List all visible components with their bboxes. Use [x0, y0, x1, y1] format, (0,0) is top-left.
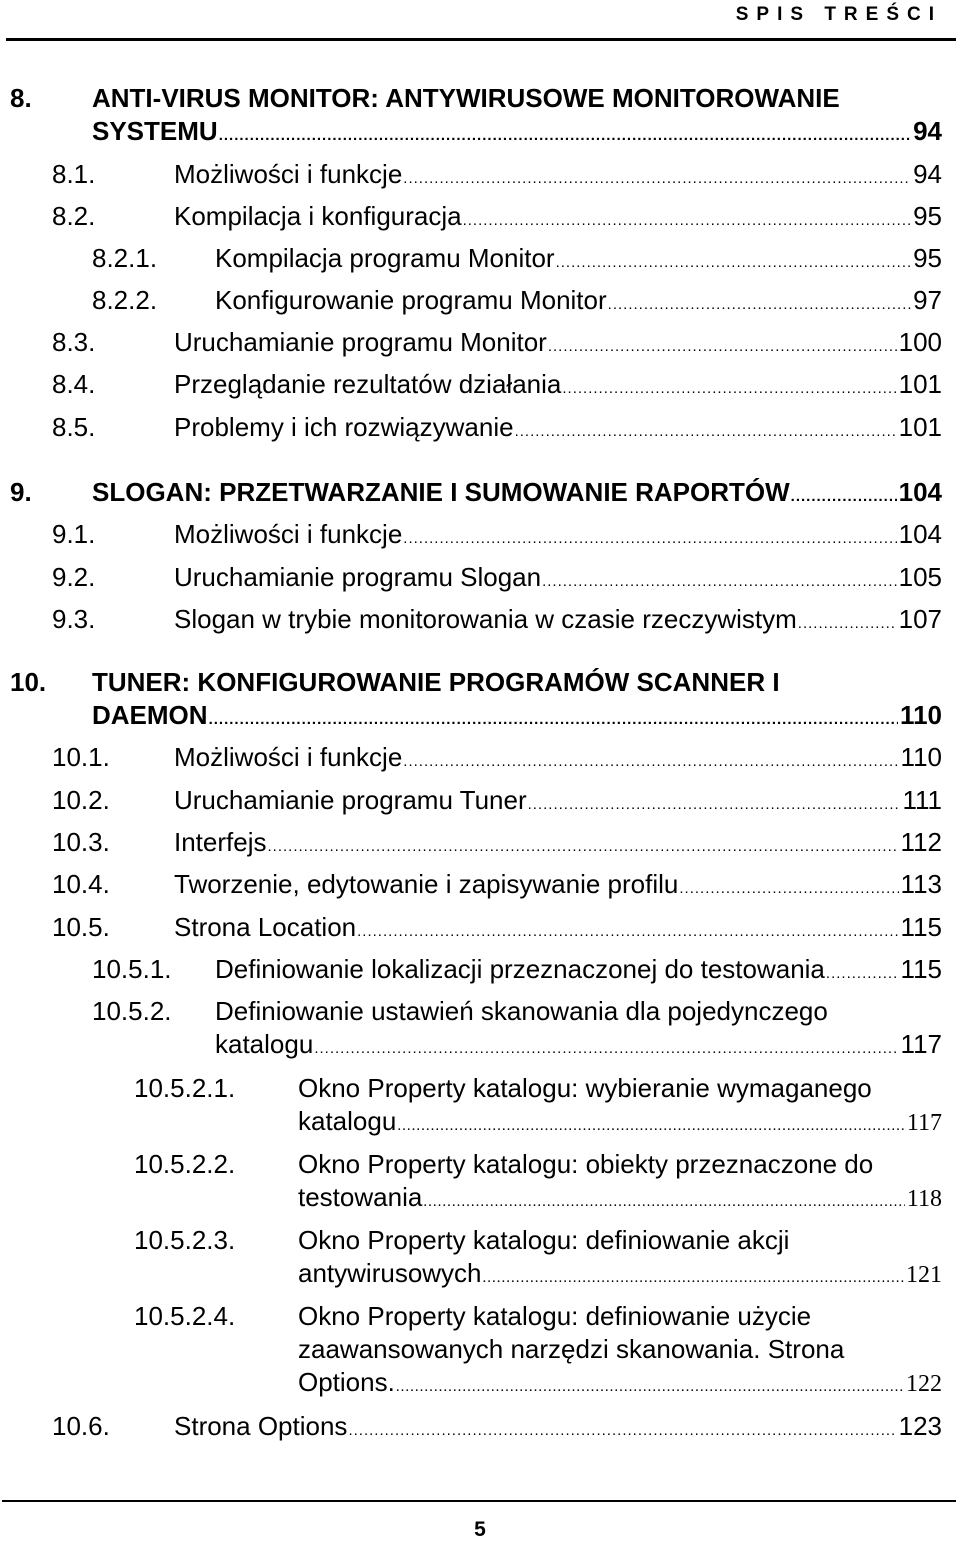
- dot-leader: [209, 703, 898, 736]
- dot-leader: [483, 1262, 904, 1295]
- toc-entry-title: Tworzenie, edytowanie i zapisywanie profilu: [174, 869, 679, 899]
- toc-entry-title: katalogu: [298, 1106, 397, 1136]
- toc-entry-number: 10.6.: [52, 1411, 110, 1441]
- dot-leader: [515, 415, 897, 448]
- toc-entry-page: 118: [906, 1186, 942, 1212]
- toc-entry-title: antywirusowych: [298, 1258, 482, 1288]
- toc-entry-number: 8.2.: [52, 201, 96, 231]
- toc-entry-title: Możliwości i funkcje: [174, 519, 403, 549]
- toc-entry-page: 117: [906, 1110, 942, 1136]
- toc-entry-number: 10.5.2.2.: [134, 1149, 236, 1179]
- toc-entry-page: 101: [898, 412, 942, 442]
- dot-leader: [268, 830, 899, 863]
- dot-leader: [548, 330, 897, 363]
- toc-entry-number: 8.2.2.: [92, 285, 158, 315]
- dot-leader: [608, 288, 911, 321]
- toc-entry-number: 10.4.: [52, 869, 110, 899]
- toc-entry-title: Kompilacja i konfiguracja: [174, 201, 462, 231]
- toc-entry-title: Uruchamianie programu Monitor: [174, 327, 547, 357]
- dot-leader: [542, 565, 897, 598]
- toc-entry-title: Możliwości i funkcje: [174, 742, 403, 772]
- toc-entry-title: TUNER: KONFIGUROWANIE PROGRAMÓW SCANNER I: [92, 667, 780, 697]
- toc-entry-number: 9.: [10, 477, 32, 507]
- toc-entry-page: 97: [913, 285, 942, 315]
- toc-entry-number: 10.2.: [52, 785, 110, 815]
- toc-entry-page: 115: [900, 912, 942, 942]
- toc-entry-page: 111: [902, 785, 942, 815]
- toc-entry-title: ANTI-VIRUS MONITOR: ANTYWIRUSOWE MONITOROWANIE: [92, 83, 840, 113]
- toc-entry-page: 110: [900, 700, 942, 730]
- dot-leader: [403, 162, 911, 195]
- toc-entry-page: 121: [906, 1262, 942, 1288]
- toc-entry-number: 10.1.: [52, 742, 110, 772]
- toc-entry-number: 8.4.: [52, 369, 96, 399]
- toc-entry-title: Konfigurowanie programu Monitor: [215, 285, 607, 315]
- page-number: 5: [474, 1518, 486, 1541]
- toc-entry-number: 9.2.: [52, 562, 96, 592]
- toc-entry-title: Strona Location: [174, 912, 357, 942]
- toc-entry-title: Okno Property katalogu: wybieranie wymaganego: [298, 1073, 872, 1103]
- toc-entry-page: 100: [898, 327, 942, 357]
- dot-leader: [219, 119, 911, 152]
- toc-entry-number: 8.2.1.: [92, 243, 158, 273]
- toc-entry-page: 95: [913, 243, 942, 273]
- toc-entry-number: 8.3.: [52, 327, 96, 357]
- dot-leader: [679, 872, 898, 905]
- dot-leader: [463, 204, 911, 237]
- toc-entry-number: 10.5.2.4.: [134, 1301, 236, 1331]
- toc-entry-page: 122: [906, 1371, 942, 1397]
- toc-entry-title: Okno Property katalogu: obiekty przeznaczone do: [298, 1149, 874, 1179]
- dot-leader: [397, 1110, 905, 1143]
- toc-entry-number: 10.5.1.: [92, 954, 172, 984]
- toc-entry-page: 104: [898, 519, 942, 549]
- toc-entry-title: SYSTEMU: [92, 116, 218, 146]
- toc-entry-title: zaawansowanych narzędzi skanowania. Strona: [298, 1334, 845, 1364]
- toc-entry-page: 94: [913, 116, 942, 146]
- toc-entry-page: 101: [898, 369, 942, 399]
- toc-entry-number: 10.5.2.3.: [134, 1225, 236, 1255]
- toc-entry-page: 105: [898, 562, 942, 592]
- toc-entry-title: Przeglądanie rezultatów działania: [174, 369, 562, 399]
- toc-entry-number: 8.1.: [52, 159, 96, 189]
- toc-entry-page: 113: [900, 869, 942, 899]
- dot-leader: [423, 1186, 905, 1219]
- toc-entry-title: Interfejs: [174, 827, 267, 857]
- toc-entry-page: 107: [898, 604, 942, 634]
- toc-entry-page: 117: [900, 1029, 942, 1059]
- toc-entry-title: SLOGAN: PRZETWARZANIE I SUMOWANIE RAPORTÓW: [92, 477, 790, 507]
- dot-leader: [562, 372, 896, 405]
- toc-entry-title: testowania: [298, 1182, 423, 1212]
- toc-entry-number: 10.5.2.1.: [134, 1073, 236, 1103]
- toc-entry-title: Możliwości i funkcje: [174, 159, 403, 189]
- toc-entry-title: Okno Property katalogu: definiowanie użycie: [298, 1301, 812, 1331]
- toc-entry-page: 110: [900, 742, 942, 772]
- toc-entry-title: Okno Property katalogu: definiowanie akcji: [298, 1225, 790, 1255]
- dot-leader: [798, 607, 897, 640]
- toc-entry-title: Slogan w trybie monitorowania w czasie rzeczywistym: [174, 604, 797, 634]
- toc-entry-title: Options.: [298, 1367, 395, 1397]
- dot-leader: [826, 957, 899, 990]
- toc-entry-number: 9.3.: [52, 604, 96, 634]
- toc-entry-title: Definiowanie lokalizacji przeznaczonej do testowania: [215, 954, 825, 984]
- toc-entry-title: Problemy i ich rozwiązywanie: [174, 412, 514, 442]
- toc-entry-title: Uruchamianie programu Slogan: [174, 562, 542, 592]
- dot-leader: [403, 522, 896, 555]
- toc-entry-page: 94: [913, 159, 942, 189]
- dot-leader: [348, 1414, 896, 1447]
- dot-leader: [791, 480, 897, 513]
- toc-entry-number: 10.5.: [52, 912, 110, 942]
- footer-rule: [2, 1500, 956, 1502]
- toc-entry-title: Strona Options: [174, 1411, 348, 1441]
- toc-entry-title: Uruchamianie programu Tuner: [174, 785, 527, 815]
- running-header: SPIS TREŚCI: [735, 4, 942, 25]
- toc-entry-number: 10.: [10, 667, 47, 697]
- dot-leader: [528, 788, 901, 821]
- toc-entry-number: 10.3.: [52, 827, 110, 857]
- toc-entry-page: 104: [898, 477, 942, 507]
- toc-entry-page: 115: [900, 954, 942, 984]
- toc-entry-title: Kompilacja programu Monitor: [215, 243, 555, 273]
- toc-entry-title: DAEMON: [92, 700, 208, 730]
- toc-entry-number: 8.5.: [52, 412, 96, 442]
- toc-entry-title: katalogu: [215, 1029, 314, 1059]
- dot-leader: [314, 1032, 898, 1065]
- toc-entry-page: 112: [900, 827, 942, 857]
- toc-entry-title: Definiowanie ustawień skanowania dla pojedynczego: [215, 996, 828, 1026]
- dot-leader: [396, 1371, 904, 1404]
- toc-entry-number: 8.: [10, 83, 32, 113]
- dot-leader: [556, 246, 911, 279]
- dot-leader: [357, 915, 898, 948]
- toc-entry-page: 95: [913, 201, 942, 231]
- toc-entry-page: 123: [898, 1411, 942, 1441]
- toc-entry-number: 10.5.2.: [92, 996, 172, 1026]
- dot-leader: [403, 745, 898, 778]
- toc-entry-number: 9.1.: [52, 519, 96, 549]
